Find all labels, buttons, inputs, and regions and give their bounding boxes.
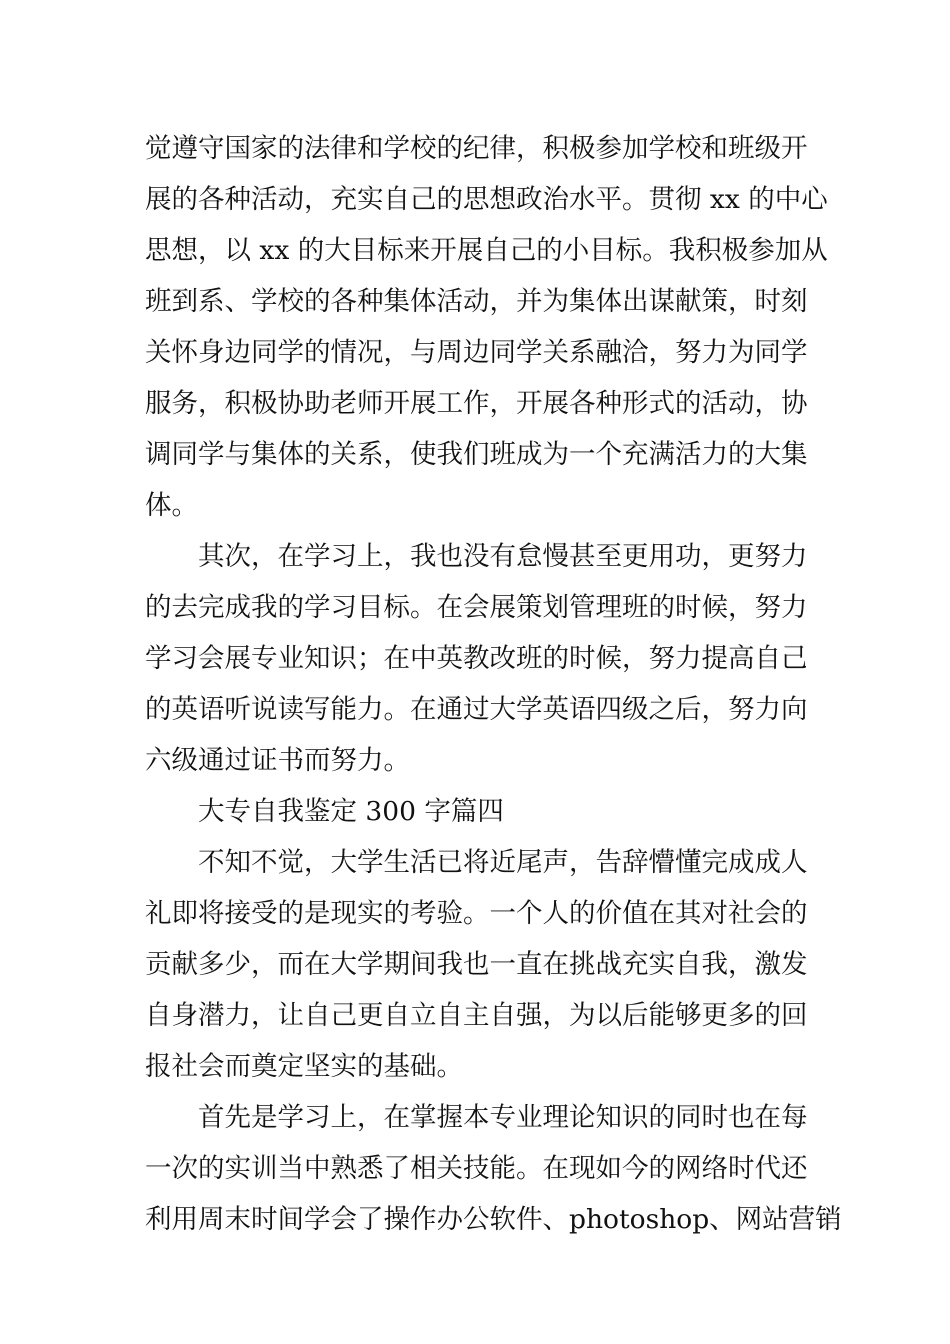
text-line: 其次，在学习上，我也没有怠慢甚至更用功，更努力 [198,541,808,572]
text-line: 利用周末时间学会了操作办公软件、photoshop、网站营销 [145,1204,842,1235]
text-line: 一次的实训当中熟悉了相关技能。在现如今的网络时代还 [145,1153,808,1184]
text-line: 关怀身边同学的情况，与周边同学关系融洽，努力为同学 [145,337,808,368]
text-line: 贡献多少，而在大学期间我也一直在挑战充实自我，激发 [145,949,808,980]
paragraph-continuation [145,123,828,531]
paragraph-first-study [145,1092,842,1245]
text-line: 礼即将接受的是现实的考验。一个人的价值在其对社会的 [145,898,808,929]
text-line: 展的各种活动，充实自己的思想政治水平。贯彻 xx 的中心 [145,184,828,215]
text-line: 的去完成我的学习目标。在会展策划管理班的时候，努力 [145,592,808,623]
text-line: 的英语听说读写能力。在通过大学英语四级之后，努力向 [145,694,808,725]
text-line: 觉遵守国家的法律和学校的纪律，积极参加学校和班级开 [145,133,808,164]
text-line: 服务，积极协助老师开展工作，开展各种形式的活动，协 [145,388,808,419]
heading-text: 大专自我鉴定 300 字篇四 [198,796,504,827]
text-line: 学习会展专业知识；在中英教改班的时候，努力提高自己 [145,643,808,674]
text-line: 报社会而奠定坚实的基础。 [145,1051,463,1082]
document-body [145,123,842,1245]
text-line: 体。 [145,490,198,521]
text-line: 六级通过证书而努力。 [145,745,410,776]
paragraph-intro [145,837,810,1092]
text-line: 班到系、学校的各种集体活动，并为集体出谋献策，时刻 [145,286,808,317]
paragraph-study [145,531,810,786]
text-line: 调同学与集体的关系，使我们班成为一个充满活力的大集 [145,439,808,470]
text-line: 自身潜力，让自己更自立自主自强，为以后能够更多的回 [145,1000,808,1031]
section-heading [145,786,810,837]
text-line: 思想，以 xx 的大目标来开展自己的小目标。我积极参加从 [145,235,828,266]
text-line: 首先是学习上，在掌握本专业理论知识的同时也在每 [198,1102,808,1133]
text-line: 不知不觉，大学生活已将近尾声，告辞懵懂完成成人 [198,847,808,878]
